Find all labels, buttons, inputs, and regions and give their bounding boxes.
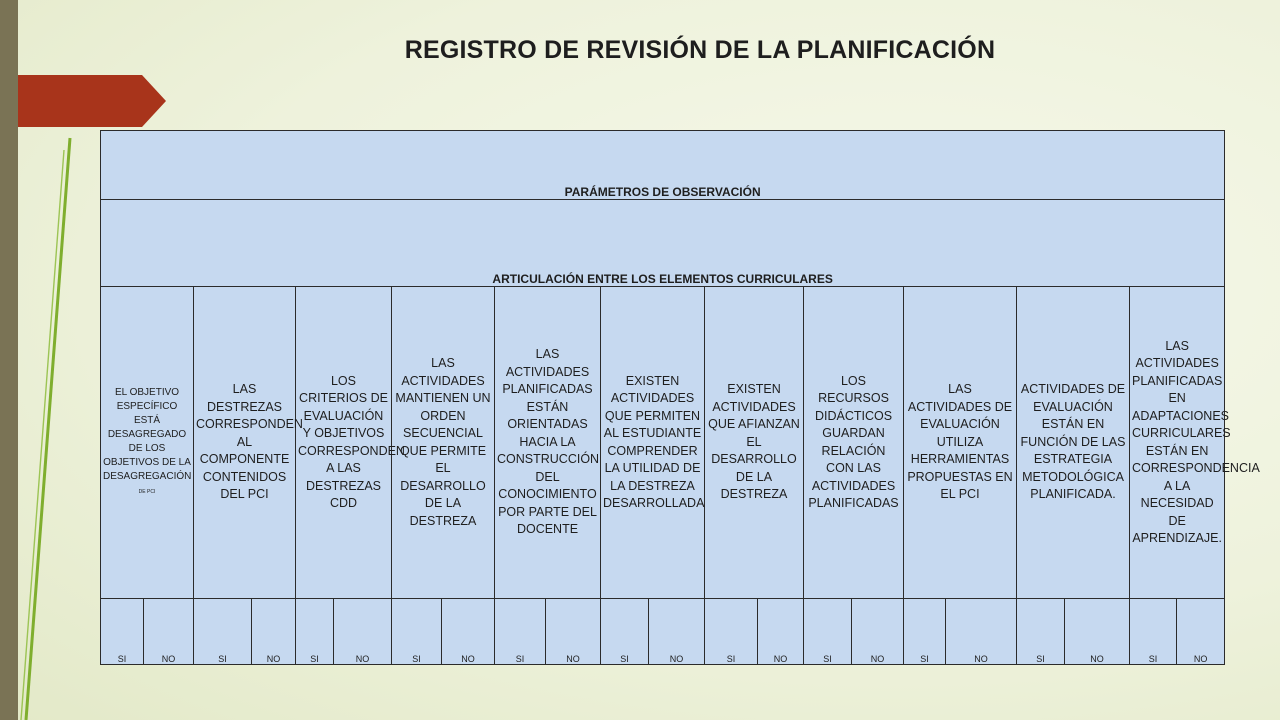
no-cell: NO [1177, 599, 1225, 665]
column-header-actividades-planificadas: LAS ACTIVIDADES PLANIFICADAS ESTÁN ORIENTADAS HACIA LA CONSTRUCCIÓN DEL CONOCIMIENTO POR PARTE DEL DOCENTE [495, 287, 601, 599]
column-header-estrategia: ACTIVIDADES DE EVALUACIÓN ESTÁN EN FUNCIÓN DE LAS ESTRATEGIA METODOLÓGICA PLANIFICADA. [1017, 287, 1130, 599]
header-articulacion: ARTICULACIÓN ENTRE LOS ELEMENTOS CURRICULARES [101, 200, 1225, 287]
yes-cell: SI [705, 599, 758, 665]
no-cell: NO [144, 599, 194, 665]
no-cell: NO [649, 599, 705, 665]
header-parametros: PARÁMETROS DE OBSERVACIÓN [101, 131, 1225, 200]
yes-cell: SI [1130, 599, 1177, 665]
yes-cell: SI [804, 599, 852, 665]
column-header-utilidad-destreza: EXISTEN ACTIVIDADES QUE PERMITEN AL ESTUDIANTE COMPRENDER LA UTILIDAD DE LA DESTREZA DESARROLLADA [601, 287, 705, 599]
no-cell: NO [852, 599, 904, 665]
column-header-orden-secuencial: LAS ACTIVIDADES MANTIENEN UN ORDEN SECUENCIAL QUE PERMITE EL DESARROLLO DE LA DESTREZA [392, 287, 495, 599]
column-header-objetivo [101, 287, 194, 599]
page-title: REGISTRO DE REVISIÓN DE LA PLANIFICACIÓN [404, 36, 996, 64]
column-header-afianzan: EXISTEN ACTIVIDADES QUE AFIANZAN EL DESARROLLO DE LA DESTREZA [705, 287, 804, 599]
no-cell: NO [334, 599, 392, 665]
column-header-adaptaciones: LAS ACTIVIDADES PLANIFICADAS EN ADAPTACIONES CURRICULARES ESTÁN EN CORRESPONDENCIA A LA NECESIDAD DE APRENDIZAJE. [1130, 287, 1225, 599]
no-cell: NO [758, 599, 804, 665]
yes-cell: SI [194, 599, 252, 665]
yes-cell: SI [1017, 599, 1065, 665]
column-header-criterios: LOS CRITERIOS DE EVALUACIÓN Y OBJETIVOS CORRESPONDEN A LAS DESTREZAS CDD [296, 287, 392, 599]
no-cell: NO [546, 599, 601, 665]
yes-cell: SI [601, 599, 649, 665]
left-accent-bar [0, 0, 18, 720]
no-cell: NO [1065, 599, 1130, 665]
no-cell: NO [252, 599, 296, 665]
column-header-herramientas: LAS ACTIVIDADES DE EVALUACIÓN UTILIZA HERRAMIENTAS PROPUESTAS EN EL PCI [904, 287, 1017, 599]
revision-table [100, 130, 1260, 665]
column-header-destrezas: LAS DESTREZAS CORRESPONDEN AL COMPONENTE CONTENIDOS DEL PCI [194, 287, 296, 599]
no-cell: NO [442, 599, 495, 665]
yes-cell: SI [101, 599, 144, 665]
column-header-recursos: LOS RECURSOS DIDÁCTICOS GUARDAN RELACIÓN CON LAS ACTIVIDADES PLANIFICADAS [804, 287, 904, 599]
column-header-objetivo-text: EL OBJETIVO ESPECÍFICO ESTÁ DESAGREGADO DE LOS OBJETIVOS DE LA DESAGREGACIÓN [103, 387, 192, 482]
yes-cell: SI [904, 599, 946, 665]
yes-cell: SI [392, 599, 442, 665]
no-cell: NO [946, 599, 1017, 665]
column-header-objetivo-note: DE PCI [138, 489, 156, 495]
yes-cell: SI [495, 599, 546, 665]
yes-cell: SI [296, 599, 334, 665]
